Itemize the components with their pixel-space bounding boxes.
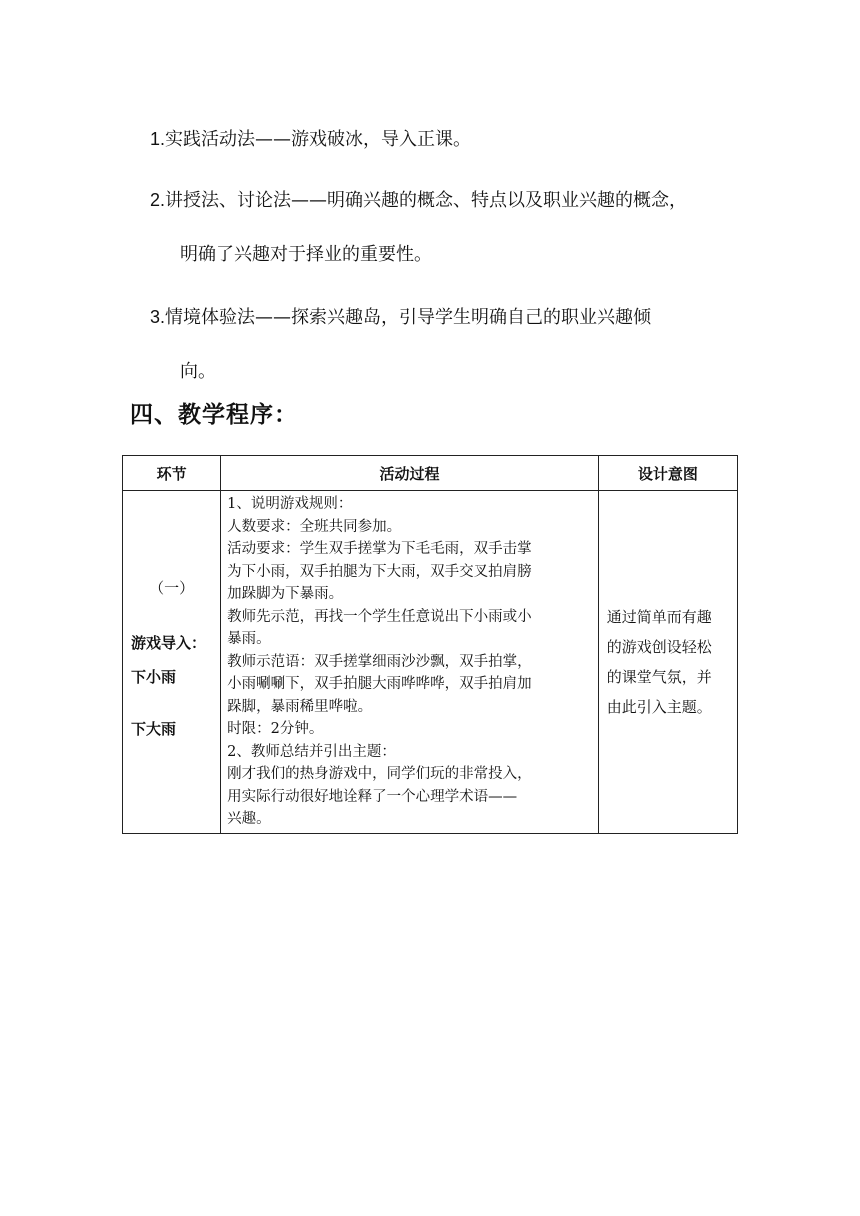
method-item-2 bbox=[150, 173, 750, 282]
method-text: 情境体验法——探索兴趣岛，引导学生明确自己的职业兴趣倾 bbox=[165, 307, 652, 328]
process-line: 兴趣。 bbox=[227, 811, 271, 827]
stage-subtitle: 下小雨 bbox=[131, 668, 177, 687]
stage-number: （一） bbox=[149, 579, 195, 598]
teaching-procedure-table bbox=[122, 455, 738, 834]
intent-line: 的游戏创设轻松 bbox=[606, 637, 712, 656]
intent-line: 由此引入主题。 bbox=[606, 697, 712, 716]
method-text: 讲授法、讨论法——明确兴趣的概念、特点以及职业兴趣的概念， bbox=[165, 190, 688, 211]
method-number: 2. bbox=[150, 190, 166, 210]
table-row bbox=[123, 491, 738, 834]
stage-title: 游戏导入： bbox=[131, 634, 207, 653]
method-item-1 bbox=[150, 112, 750, 167]
process-line: 教师先示范，再找一个学生任意说出下小雨或小 bbox=[227, 608, 532, 625]
process-line: 人数要求：全班共同参加。 bbox=[227, 518, 402, 535]
teaching-methods-list bbox=[150, 112, 750, 399]
stage-subtitle: 下大雨 bbox=[131, 720, 177, 739]
header-stage: 环节 bbox=[123, 456, 221, 491]
process-line: 1、说明游戏规则： bbox=[227, 496, 353, 512]
method-text-continued: 明确了兴趣对于择业的重要性。 bbox=[180, 244, 432, 265]
process-line: 活动要求：学生双手搓掌为下毛毛雨，双手击掌 bbox=[227, 541, 532, 557]
process-line: 时限：2分钟。 bbox=[227, 721, 324, 737]
table-header-row bbox=[123, 456, 738, 491]
intent-line: 的课堂气氛，并 bbox=[606, 667, 712, 686]
process-line: 刚才我们的热身游戏中，同学们玩的非常投入， bbox=[227, 766, 532, 782]
process-line: 2、教师总结并引出主题： bbox=[227, 743, 396, 760]
method-text-continued: 向。 bbox=[180, 361, 216, 382]
header-activity-process: 活动过程 bbox=[221, 456, 599, 491]
section-heading: 四、教学程序： bbox=[130, 402, 298, 428]
method-number: 3. bbox=[150, 307, 166, 327]
header-design-intent: 设计意图 bbox=[598, 456, 737, 491]
process-line: 为下小雨，双手拍腿为下大雨，双手交叉拍肩膀 bbox=[227, 563, 532, 580]
process-cell bbox=[221, 491, 599, 834]
stage-cell bbox=[123, 491, 221, 834]
process-line: 加跺脚为下暴雨。 bbox=[227, 586, 344, 602]
process-line: 暴雨。 bbox=[227, 631, 271, 647]
process-line: 教师示范语：双手搓掌细雨沙沙飘，双手拍掌， bbox=[227, 653, 532, 670]
process-line: 小雨唰唰下，双手拍腿大雨哗哗哗，双手拍肩加 bbox=[227, 676, 532, 692]
intent-cell bbox=[598, 491, 737, 834]
method-item-3 bbox=[150, 290, 750, 399]
method-text: 实践活动法——游戏破冰，导入正课。 bbox=[165, 129, 472, 150]
method-number: 1. bbox=[150, 129, 166, 149]
process-line: 用实际行动很好地诠释了一个心理学术语—— bbox=[227, 788, 518, 805]
intent-line: 通过简单而有趣 bbox=[606, 607, 712, 626]
process-line: 跺脚，暴雨稀里哗啦。 bbox=[227, 698, 373, 715]
